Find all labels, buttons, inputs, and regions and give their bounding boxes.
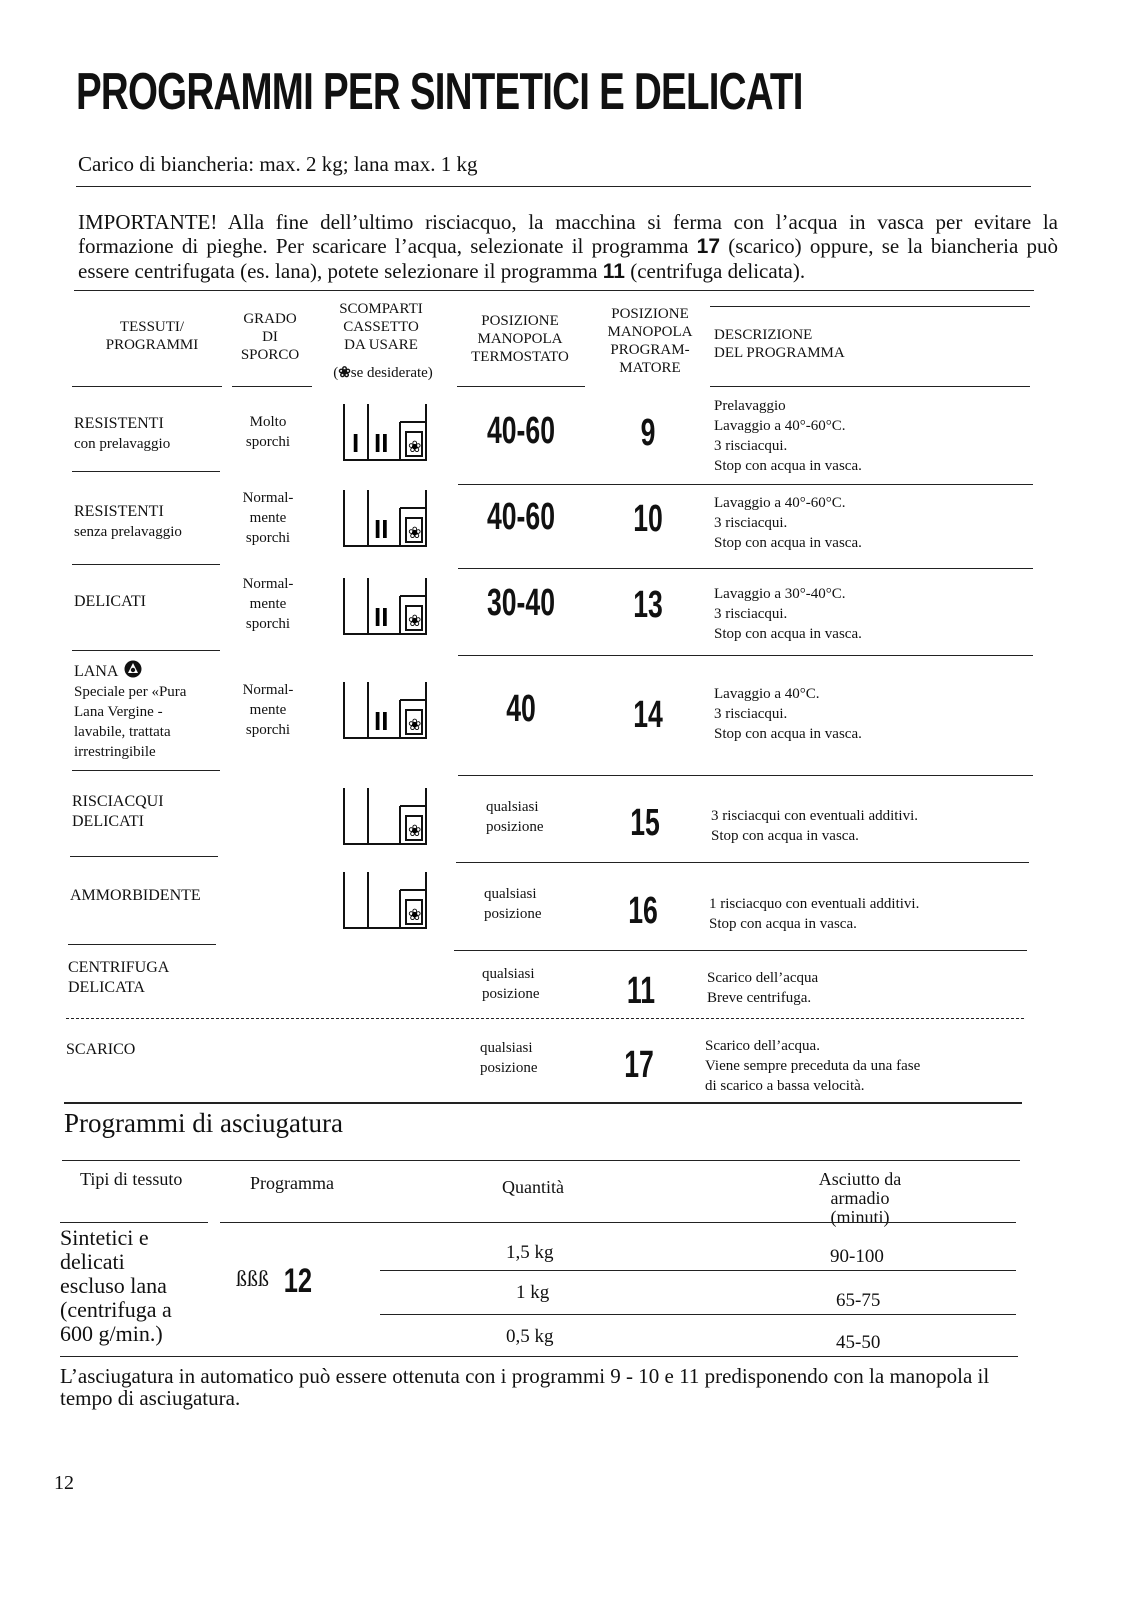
program-description: Prelavaggio Lavaggio a 40°-60°C. 3 risciacqui. Stop con acqua in vasca. — [714, 398, 862, 474]
program-number: 17 — [624, 1044, 654, 1086]
program-number: 9 — [640, 412, 656, 454]
thermostat-any: qualsiasi posizione — [482, 966, 540, 1002]
svg-text:II: II — [374, 514, 389, 544]
divider — [72, 770, 220, 771]
wool-icon — [124, 660, 142, 678]
header-grado: GRADO DI SPORCO — [240, 311, 300, 363]
drying-title: Programmi di asciugatura — [64, 1108, 343, 1138]
page-title: PROGRAMMI PER SINTETICI E DELICATI — [76, 63, 803, 121]
drawer-icon-additivi — [340, 870, 430, 930]
drawer-icon-additivi — [340, 786, 430, 846]
drawer-icon-prelavaggio — [340, 402, 430, 462]
divider — [710, 386, 1030, 387]
minutes-cell: 90-100 — [830, 1246, 884, 1267]
divider — [66, 1018, 1024, 1019]
svg-text:II: II — [374, 428, 389, 458]
program-description: Lavaggio a 40°-60°C. 3 risciacqui. Stop con acqua in vasca. — [714, 495, 862, 551]
divider — [380, 1314, 1016, 1315]
thermostat-value: 40 — [506, 688, 536, 730]
divider — [62, 1160, 1020, 1161]
grado-cell: Normal- mente sporchi — [242, 490, 294, 546]
minutes-cell: 45-50 — [836, 1332, 881, 1353]
program-number: 11 — [626, 970, 656, 1012]
divider — [68, 944, 216, 945]
program-description: Scarico dell’acqua Breve centrifuga. — [707, 970, 819, 1006]
row-centrifuga: CENTRIFUGA DELICATA — [68, 959, 170, 996]
divider — [457, 386, 585, 387]
divider — [458, 775, 1033, 776]
header-descrizione: DESCRIZIONE DEL PROGRAMMA — [714, 327, 845, 361]
quantity-cell: 0,5 kg — [506, 1326, 554, 1347]
important-label: IMPORTANTE! — [78, 210, 218, 234]
divider — [458, 484, 1033, 485]
row-resistenti-senza: RESISTENTI senza prelavaggio — [74, 503, 182, 540]
divider — [60, 1356, 1018, 1357]
svg-text:❀: ❀ — [408, 613, 422, 630]
thermostat-any: qualsiasi posizione — [484, 886, 542, 922]
divider — [70, 856, 218, 857]
divider — [72, 650, 220, 651]
svg-text:II: II — [374, 602, 389, 632]
divider — [456, 862, 1029, 863]
header-tipi: Tipi di tessuto — [80, 1169, 183, 1189]
footer-note: L’asciugatura in automatico può essere ottenuta con i programmi 9 - 10 e 11 predisponendo con la manopola il tempo di asciugatura. — [60, 1364, 990, 1410]
drawer-icon — [340, 488, 430, 548]
program-number: 15 — [630, 802, 660, 844]
divider — [458, 568, 1033, 569]
divider — [710, 306, 1030, 307]
header-scomparti-note: (❀se desiderate) — [333, 365, 433, 381]
load-subtitle: Carico di biancheria: max. 2 kg; lana max. 1 kg — [78, 152, 478, 176]
thermostat-any: qualsiasi posizione — [480, 1040, 538, 1076]
program-number: 13 — [633, 584, 663, 626]
thermostat-value: 30-40 — [486, 582, 556, 624]
row-risciacqui: RISCIACQUI DELICATI — [72, 793, 164, 830]
thermostat-value: 40-60 — [486, 410, 556, 452]
row-delicati: DELICATI — [74, 593, 146, 610]
svg-text:❀: ❀ — [408, 717, 422, 734]
svg-text:❀: ❀ — [408, 907, 422, 924]
drying-heat-icon: ßßß — [236, 1266, 269, 1291]
divider — [220, 1222, 1016, 1223]
minutes-cell: 65-75 — [836, 1290, 881, 1311]
divider — [72, 386, 222, 387]
drying-program: ßßß 12 — [236, 1262, 313, 1300]
quantity-cell: 1 kg — [516, 1282, 550, 1303]
row-resistenti-prelavaggio: RESISTENTI con prelavaggio — [74, 415, 171, 452]
header-asciutto: Asciutto da armadio (minuti) — [818, 1169, 902, 1227]
divider — [76, 186, 1031, 187]
grado-cell: Molto sporchi — [245, 414, 291, 450]
thermostat-value: 40-60 — [486, 496, 556, 538]
row-ammorbidente: AMMORBIDENTE — [70, 887, 201, 904]
thermostat-any: qualsiasi posizione — [486, 799, 544, 835]
svg-text:❀: ❀ — [408, 439, 422, 456]
svg-text:❀: ❀ — [408, 525, 422, 542]
divider — [458, 655, 1033, 656]
program-number: 10 — [633, 498, 663, 540]
divider — [380, 1270, 1016, 1271]
page-number: 12 — [54, 1472, 74, 1494]
header-termostato: POSIZIONE MANOPOLA TERMOSTATO — [471, 313, 569, 365]
program-description: 3 risciacqui con eventuali additivi. Stop con acqua in vasca. — [711, 808, 919, 844]
divider — [72, 471, 220, 472]
divider — [454, 950, 1027, 951]
header-quantita: Quantità — [502, 1177, 564, 1197]
program-number: 14 — [633, 694, 663, 736]
header-tessuti: TESSUTI/ PROGRAMMI — [105, 319, 199, 353]
svg-text:I: I — [352, 428, 360, 458]
drawer-icon — [340, 576, 430, 636]
drawer-icon — [340, 680, 430, 740]
program-description: Scarico dell’acqua. Viene sempre preceduta da una fase di scarico a bassa velocità. — [705, 1038, 921, 1094]
grado-cell: Normal- mente sporchi — [242, 682, 294, 738]
header-programma: Programma — [250, 1173, 334, 1193]
row-scarico: SCARICO — [66, 1041, 136, 1058]
program-description: Lavaggio a 30°-40°C. 3 risciacqui. Stop con acqua in vasca. — [714, 586, 862, 642]
quantity-cell: 1,5 kg — [506, 1242, 554, 1263]
divider — [72, 564, 220, 565]
svg-text:II: II — [374, 706, 389, 736]
svg-text:❀: ❀ — [408, 823, 422, 840]
flower-icon: ❀ — [338, 365, 351, 381]
program-number: 16 — [628, 890, 658, 932]
drying-fabric: Sintetici e delicati escluso lana (centrifuga a 600 g/min.) — [60, 1225, 172, 1346]
divider — [232, 386, 312, 387]
header-programmatore: POSIZIONE MANOPOLA PROGRAM- MATORE — [607, 306, 693, 376]
divider — [64, 1102, 1022, 1104]
row-lana: LANA Speciale per «Pura Lana Vergine - lavabile, trattata irrestringibile — [74, 660, 186, 762]
grado-cell: Normal- mente sporchi — [242, 576, 294, 632]
divider — [74, 290, 1034, 291]
important-note: IMPORTANTE! Alla fine dell’ultimo risciacquo, la macchina si ferma con l’acqua in vasca per evitare la formazione di pieghe. Per scaricare l’acqua, selezionate il programma 17 (scarico) oppure, se la biancheria può essere centrifugata (es. lana), potete selezionare il programma 11 (centrifuga delicata). — [78, 210, 1058, 283]
program-description: Lavaggio a 40°C. 3 risciacqui. Stop con acqua in vasca. — [714, 686, 862, 742]
program-description: 1 risciacquo con eventuali additivi. Stop con acqua in vasca. — [709, 896, 920, 932]
divider — [60, 1222, 208, 1223]
header-scomparti: SCOMPARTI CASSETTO DA USARE — [339, 301, 423, 353]
